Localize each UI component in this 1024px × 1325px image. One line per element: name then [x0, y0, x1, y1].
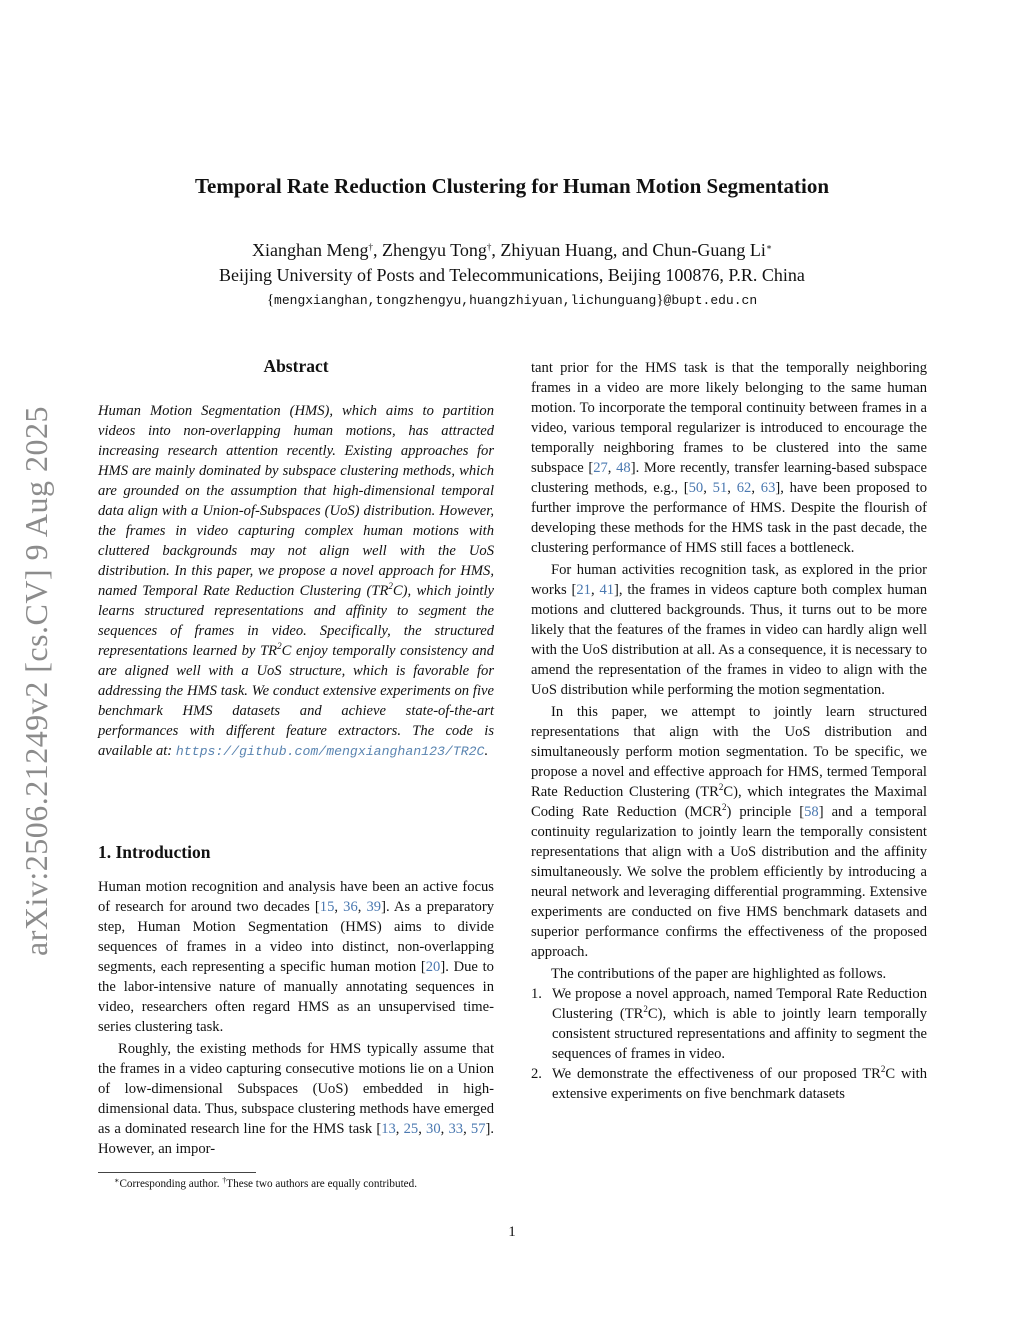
corresponding-author-mark: ∗ — [765, 242, 772, 252]
footnote: ∗Corresponding author. †These two authors are equally contributed. — [114, 1176, 418, 1190]
paragraph: Roughly, the existing methods for HMS typically assume that the frames in a video capturing consecutive motions lie on a Union of low-dimensional Subspaces (UoS) embedded in high-dimensional data. Thus, subspace clustering methods have emerged as a dominated research line for the HMS task [13, 25, 30, 33, 57]. However, an impor- — [98, 1041, 494, 1157]
introduction-body — [98, 877, 494, 1159]
citation-link[interactable]: 36 — [343, 899, 358, 915]
list-item: 2. We demonstrate the effectiveness of our proposed $TR^2C$ with extensive experiments on five benchmark datasets — [531, 1064, 927, 1102]
citation-link[interactable]: 58 — [804, 804, 819, 820]
citation-link[interactable]: 51 — [712, 480, 728, 496]
code-link[interactable]: https://github.com/mengxianghan123/TR2C — [175, 744, 485, 759]
paragraph: Human motion recognition and analysis have been an active focus of research for around two decades [15, 36, 39]. As a preparatory step, Human Motion Segmentation (HMS) aims to divide sequences of frames in a video into distinct, non-overlapping segments, each representing a specific human motion [20]. Due to the labor-intensive nature of manually annotating sequences in video, researchers often regard HMS as an unsupervised time-series clustering task. — [98, 879, 495, 1035]
citation-link[interactable]: 62 — [736, 480, 752, 496]
citation-link[interactable]: 30 — [426, 1121, 441, 1137]
affiliation: Beijing University of Posts and Telecommunications, Beijing 100876, P.R. China — [219, 265, 805, 285]
equal-contribution-mark: † — [486, 242, 492, 252]
right-column-body — [531, 358, 927, 1104]
author-name: Xianghan Meng — [252, 240, 369, 260]
citation-link[interactable]: 39 — [366, 899, 382, 915]
list-number: 1. — [531, 986, 542, 1002]
citation-link[interactable]: 27 — [593, 460, 608, 476]
email-names: mengxianghan,tongzhengyu,huangzhiyuan,lichunguang — [274, 293, 657, 308]
citation-link[interactable]: 20 — [425, 959, 441, 975]
citation-link[interactable]: 25 — [403, 1121, 419, 1137]
citation-link[interactable]: 21 — [576, 582, 591, 598]
citation-link[interactable]: 63 — [760, 480, 776, 496]
author-name: Zhiyuan Huang, and Chun-Guang Li — [500, 240, 766, 260]
citation-link[interactable]: 50 — [688, 480, 704, 496]
list-item: 1. We propose a novel approach, named Temporal Rate Reduction Clustering $(TR^2C)$, which is able to jointly learn temporally consistent structured representations and affinity to segment the sequences of frames in video. — [531, 986, 927, 1062]
paragraph: tant prior for the HMS task is that the temporally neighboring frames in a video are more likely belonging to the same human motion. To incorporate the temporal continuity between frames in a video, various temporal regularizer is introduced to encourage the temporally neighboring frames to be clustered into the same subspace [27, 48]. More recently, transfer learning-based subspace clustering methods, e.g., [50, 51, 62, 63], have been proposed to further improve the performance of HMS. Despite the flourish of developing these methods for the HMS task in the past decade, the clustering performance of HMS still faces a bottleneck. — [531, 360, 928, 556]
abstract-body: Human Motion Segmentation (HMS), which aims to partition videos into non-overlapping human motions, has attracted increasing research attention recently. Existing approaches for HMS are mainly dominated by subspace clustering methods, which are grounded on the assumption that high-dimensional temporal data align with a Union-of-Subspaces (UoS) distribution. However, the frames in video capturing complex human motions with cluttered backgrounds may not align well with the UoS distribution. In this paper, we propose a novel approach for HMS, named Temporal Rate Reduction Clustering $(TR^2C)$, which jointly learns structured representations and affinity to segment the sequences of frames in video. Specifically, the structured representations learned by $TR^2C$ enjoy temporally consistency and are aligned well with a UoS structure, which is favorable for addressing the HMS task. We conduct extensive experiments on five benchmark HMS datasets and achieve state-of-the-art performances with different feature extractors. The code is available at: https://github.com/mengxianghan123/TR2C. — [98, 403, 494, 759]
author-emails — [0, 292, 1024, 309]
author-name: Zhengyu Tong — [382, 240, 487, 260]
list-number: 2. — [531, 1066, 542, 1082]
email-brace: } — [656, 292, 664, 308]
email-domain: @bupt.edu.cn — [663, 293, 758, 308]
arxiv-identifier: arXiv:2506.21249v2 [cs.CV] 9 Aug 2025 — [18, 405, 54, 956]
contributions-list — [531, 984, 927, 1104]
paragraph: The contributions of the paper are highlighted as follows. — [551, 966, 887, 982]
page-number: 1 — [508, 1224, 516, 1240]
citation-link[interactable]: 15 — [319, 899, 335, 915]
citation-link[interactable]: 57 — [470, 1121, 486, 1137]
paragraph: For human activities recognition task, as explored in the prior works [21, 41], the frames in videos capture both complex human motions and cluttered backgrounds. Thus, it turns out to be more likely that the features of the frames in video can hardly align well with the UoS distribution at all. As a consequence, it is necessary to amend the representation of the frames in video to align with the UoS distribution while performing the motion segmentation. — [531, 562, 927, 698]
footnote-divider — [98, 1172, 256, 1173]
citation-link[interactable]: 33 — [448, 1121, 464, 1137]
citation-link[interactable]: 48 — [616, 460, 631, 476]
section-heading-introduction: 1. Introduction — [98, 842, 211, 862]
email-brace: { — [266, 292, 275, 308]
citation-link[interactable]: 41 — [599, 582, 615, 598]
equal-contribution-mark: † — [368, 242, 373, 252]
author-list: Xianghan Meng†, Zhengyu Tong†, Zhiyuan Huang, and Chun-Guang Li∗ — [252, 240, 772, 260]
citation-link[interactable]: 13 — [381, 1121, 396, 1137]
paper-title: Temporal Rate Reduction Clustering for Human Motion Segmentation — [194, 174, 830, 198]
abstract-heading: Abstract — [263, 356, 329, 376]
paragraph: In this paper, we attempt to jointly learn structured representations that align with the UoS distribution and simultaneously perform motion segmentation. To be specific, we propose a novel and effective approach for HMS, termed Temporal Rate Reduction Clustering $(TR^2C)$, which integrates the Maximal Coding Rate Reduction (MCR$^2$) principle [58] and a temporal continuity regularization to jointly learn the temporally consistent representations that align with a UoS distribution and the affinity simultaneously. We solve the problem efficiently by introducing a neural network and leveraging differential programming. Extensive experiments are conducted on five HMS benchmark datasets and superior performance confirms the effectiveness of the proposed approach. — [531, 704, 927, 960]
